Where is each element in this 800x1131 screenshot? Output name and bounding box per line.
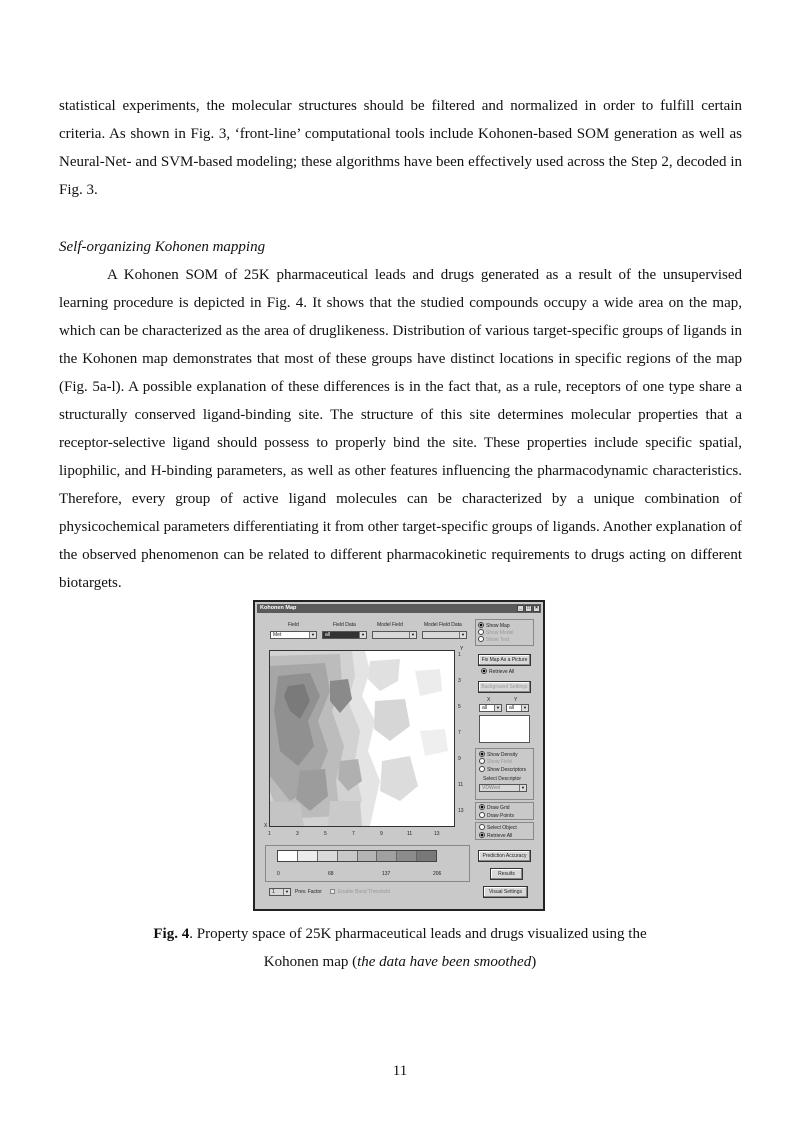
x-axis-label: X	[264, 823, 268, 829]
scale-swatch	[298, 851, 318, 861]
field-data-header: Field Data	[333, 622, 356, 628]
show-model-radio[interactable]: Show Model	[478, 629, 514, 636]
y-tick: 1	[458, 652, 461, 658]
field-data-select[interactable]	[322, 631, 367, 639]
field-select-value: Met	[273, 632, 282, 638]
maximize-button[interactable]: □	[526, 605, 531, 611]
x-select-label: X	[487, 697, 491, 703]
chevron-down-icon: ▼	[309, 632, 316, 638]
chevron-down-icon: ▼	[409, 632, 416, 638]
y-axis-label: Y	[460, 646, 464, 652]
show-descriptors-radio[interactable]: Show Descriptors	[479, 766, 526, 773]
field-header: Field	[288, 622, 299, 628]
scale-label: 206	[433, 871, 442, 877]
y-tick: 3	[458, 678, 461, 684]
show-test-radio[interactable]: Show Test	[478, 636, 509, 643]
minimize-button[interactable]: _	[517, 605, 524, 612]
paragraph-intro: statistical experiments, the molecular structures should be filtered and normalized in order to fulfill certain criteria. As shown in Fig. 3, ‘front-line’ computational tools include Kohonen-based SOM generation as well as Neural-Net- and SVM-based modeling; these algorithms have been effectively used across the Step 2, decoded in Fig. 3.	[59, 98, 742, 198]
y-select[interactable]	[506, 704, 529, 712]
scale-swatch	[278, 851, 298, 861]
x-tick: 7	[352, 831, 355, 837]
figure-caption-line2	[0, 948, 800, 976]
scale-label: 68	[328, 871, 334, 877]
caption-text-1: . Property space of 25K pharmaceutical leads and drugs visualized using the	[189, 926, 647, 942]
kohonen-map-window	[253, 600, 545, 911]
paragraph-kohonen: A Kohonen SOM of 25K pharmaceutical leads and drugs generated as a result of the unsupervised learning procedure is depicted in Fig. 4. It shows that the studied compounds occupy a wide area on the map, which can be characterized as the area of druglikeness. Distribution of various target-specific groups of ligands in the Kohonen map demonstrates that most of these groups have distinct locations in specific regions of the map (Fig. 5a-l). A possible explanation of these differences is in the fact that, as a rule, receptors of one type share a structurally conserved ligand-binding site. The structure of this site determines molecular properties that a receptor-selective ligand should possess to properly bind the site. These properties include specific spatial, lipophilic, and H-binding parameters, as well as other features influencing the pharmacodynamic characteristics. Therefore, every group of active ligand molecules can be characterized by a unique combination of physicochemical parameters differentiating it from other target-specific groups of ligands. Another explanation of the observed phenomenon can be related to different pharmacokinetic requirements to drugs acting on different biotargets.	[59, 267, 742, 591]
model-field-select[interactable]	[372, 631, 417, 639]
chevron-down-icon: ▼	[359, 632, 366, 638]
retrieve-all-object-radio[interactable]: Retrieve All	[479, 832, 512, 839]
model-field-data-select[interactable]	[422, 631, 467, 639]
scale-label: 0	[277, 871, 280, 877]
y-tick: 11	[458, 782, 464, 788]
chevron-down-icon: ▼	[283, 889, 290, 895]
scale-swatch	[338, 851, 358, 861]
caption-text-3: )	[531, 954, 537, 970]
scale-swatch	[377, 851, 397, 861]
scale-swatch	[397, 851, 417, 861]
model-field-data-header: Model Field Data	[424, 622, 462, 628]
chevron-down-icon: ▼	[519, 785, 526, 791]
selection-list[interactable]	[479, 715, 530, 743]
scale-swatch	[417, 851, 436, 861]
x-tick: 9	[380, 831, 383, 837]
y-tick: 7	[458, 730, 461, 736]
caption-text-2: Kohonen map (	[263, 954, 358, 970]
scale-swatch	[358, 851, 378, 861]
draw-grid-radio[interactable]: Draw Grid	[479, 804, 510, 811]
x-tick: 11	[407, 831, 413, 837]
field-data-select-value: all	[325, 632, 331, 638]
chevron-down-icon: ▼	[494, 705, 501, 711]
field-select[interactable]	[270, 631, 317, 639]
map-density-svg	[270, 651, 454, 826]
show-field-radio[interactable]: Show Field	[479, 758, 512, 765]
section-subheading: Self-organizing Kohonen mapping	[59, 239, 266, 255]
y-select-label: Y	[514, 697, 518, 703]
fix-map-button[interactable]: Fix Map As a Picture	[478, 654, 531, 666]
model-field-header: Model Field	[377, 622, 403, 628]
results-button[interactable]: Results	[490, 868, 523, 880]
close-button[interactable]: ×	[533, 605, 540, 612]
x-select-value: all	[482, 705, 488, 711]
retrieve-all-radio[interactable]: Retrieve All	[481, 668, 514, 675]
x-select[interactable]	[479, 704, 502, 712]
figure-caption-line1	[0, 920, 800, 948]
x-tick: 13	[434, 831, 440, 837]
y-tick: 5	[458, 704, 461, 710]
chevron-down-icon: ▼	[459, 632, 466, 638]
density-color-scale	[277, 850, 437, 862]
chevron-down-icon: ▼	[521, 705, 528, 711]
x-tick: 5	[324, 831, 327, 837]
visual-settings-button[interactable]: Visual Settings	[483, 886, 528, 898]
select-descriptor-label: Select Descriptor	[483, 776, 522, 782]
caption-italic: the data have been smoothed	[357, 954, 532, 970]
figure-label: Fig. 4	[153, 926, 190, 942]
y-tick: 9	[458, 756, 461, 762]
y-tick: 13	[458, 808, 464, 814]
select-object-radio[interactable]: Select Object	[479, 824, 517, 831]
window-titlebar	[257, 604, 541, 613]
x-tick: 3	[296, 831, 299, 837]
enable-threshold-checkbox[interactable]	[330, 889, 335, 894]
scale-label: 137	[382, 871, 391, 877]
prev-factor-label: Prev. Factor	[295, 889, 322, 895]
prev-factor-select[interactable]	[269, 888, 291, 896]
prev-factor-value: 1	[272, 889, 275, 895]
draw-points-radio[interactable]: Draw Points	[479, 812, 514, 819]
window-title: Kohonen Map	[260, 605, 297, 611]
descriptor-select-value: VDWvol	[482, 785, 501, 791]
show-density-radio[interactable]: Show Density	[479, 751, 518, 758]
prediction-accuracy-button[interactable]: Prediction Accuracy	[478, 850, 531, 862]
scale-swatch	[318, 851, 338, 861]
enable-threshold-label: Enable Band Threshold	[338, 889, 391, 895]
y-select-value: all	[509, 705, 515, 711]
page-number: 11	[392, 1063, 408, 1079]
x-tick: 1	[268, 831, 271, 837]
show-map-radio[interactable]: Show Map	[478, 622, 510, 629]
descriptor-select[interactable]	[479, 784, 527, 792]
background-settings-button[interactable]: Background Settings	[478, 681, 531, 693]
kohonen-map-plot[interactable]	[269, 650, 455, 827]
